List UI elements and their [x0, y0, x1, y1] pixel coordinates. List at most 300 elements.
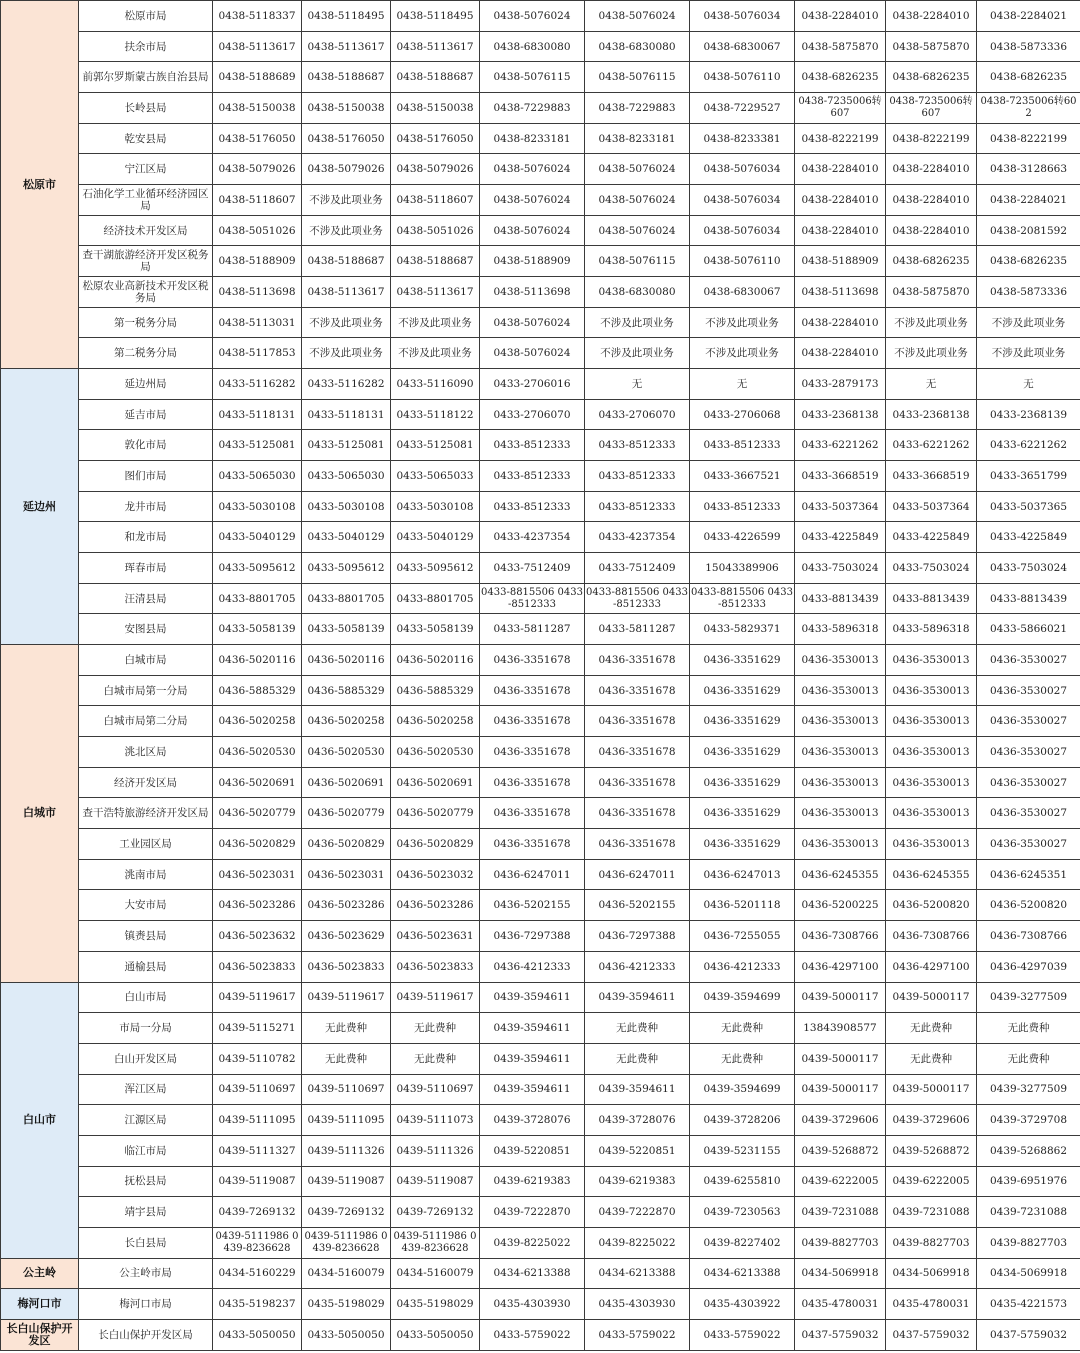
- phone-cell: 不涉及此项业务: [302, 338, 391, 369]
- bureau-name: 乾安县局: [79, 123, 213, 154]
- phone-cell: 0438-5150038: [213, 93, 302, 124]
- phone-cell: 0433-7503024: [977, 553, 1080, 584]
- phone-cell: 0439-5220851: [480, 1135, 585, 1166]
- table-row: [1, 1166, 1080, 1197]
- table-row: [1, 553, 1080, 584]
- table-row: [1, 859, 1080, 890]
- phone-cell: 0438-6830080: [480, 31, 585, 62]
- phone-cell: 0436-3530013: [886, 706, 977, 737]
- phone-cell: 0438-5076024: [480, 307, 585, 338]
- phone-cell: 0434-5069918: [886, 1258, 977, 1289]
- phone-cell: 不涉及此项业务: [585, 338, 690, 369]
- phone-cell: 0436-5020691: [302, 767, 391, 798]
- table-row: [1, 338, 1080, 369]
- phone-cell: 0436-3351678: [480, 675, 585, 706]
- phone-cell: 0438-5118495: [391, 1, 480, 32]
- phone-cell: 0438-5113031: [213, 307, 302, 338]
- phone-cell: 0433-8801705: [302, 583, 391, 614]
- table-row: [1, 307, 1080, 338]
- bureau-name: 敦化市局: [79, 430, 213, 461]
- bureau-name: 长岭县局: [79, 93, 213, 124]
- phone-cell: 0438-5176050: [302, 123, 391, 154]
- phone-cell: 0439-6219383: [585, 1166, 690, 1197]
- phone-cell: 0434-5160229: [213, 1258, 302, 1289]
- phone-cell: 无此费种: [690, 1013, 795, 1044]
- phone-cell: 0433-7503024: [795, 553, 886, 584]
- bureau-name: 扶余市局: [79, 31, 213, 62]
- phone-cell: 0433-5866021: [977, 614, 1080, 645]
- phone-cell: 0439-3729708: [977, 1105, 1080, 1136]
- phone-cell: 0439-8227402: [690, 1227, 795, 1258]
- phone-cell: 0438-5113698: [795, 277, 886, 308]
- phone-cell: 0436-3351678: [585, 829, 690, 860]
- phone-cell: 0433-2706070: [585, 399, 690, 430]
- table-row: [1, 737, 1080, 768]
- bureau-name: 汪清县局: [79, 583, 213, 614]
- phone-cell: 0439-5000117: [795, 1074, 886, 1105]
- phone-cell: 0438-6826235: [886, 246, 977, 277]
- phone-cell: 0439-7231088: [795, 1197, 886, 1228]
- phone-cell: 0436-7308766: [977, 921, 1080, 952]
- table-row: [1, 583, 1080, 614]
- phone-cell: 0438-5076034: [690, 154, 795, 185]
- phone-cell: 0439-3728206: [690, 1105, 795, 1136]
- bureau-name: 查干湖旅游经济开发区税务局: [79, 246, 213, 277]
- phone-cell: 0438-2284010: [795, 215, 886, 246]
- phone-cell: 0438-7229883: [585, 93, 690, 124]
- phone-cell: 0436-3530027: [977, 737, 1080, 768]
- phone-cell: 0433-5065030: [302, 461, 391, 492]
- phone-cell: 0439-5110697: [391, 1074, 480, 1105]
- phone-cell: 0434-5069918: [977, 1258, 1080, 1289]
- phone-cell: 0439-8225022: [480, 1227, 585, 1258]
- phone-cell: 0436-3530013: [795, 675, 886, 706]
- phone-cell: 0436-6247011: [480, 859, 585, 890]
- phone-cell: 0439-6255810: [690, 1166, 795, 1197]
- phone-cell: 0436-5201118: [690, 890, 795, 921]
- bureau-name: 临江市局: [79, 1135, 213, 1166]
- phone-cell: 0436-3351629: [690, 829, 795, 860]
- table-row: [1, 430, 1080, 461]
- phone-cell: 13843908577: [795, 1013, 886, 1044]
- phone-cell: 0433-5050050: [213, 1319, 302, 1350]
- phone-cell: 无: [585, 369, 690, 400]
- phone-cell: 0438-5150038: [391, 93, 480, 124]
- phone-cell: 0434-5160079: [302, 1258, 391, 1289]
- phone-cell: 0438-5117853: [213, 338, 302, 369]
- phone-cell: 0433-7512409: [480, 553, 585, 584]
- phone-cell: 0439-5268872: [795, 1135, 886, 1166]
- phone-cell: 0439-3594611: [585, 1074, 690, 1105]
- table-row: [1, 522, 1080, 553]
- table-row: [1, 369, 1080, 400]
- bureau-name: 松原农业高新技术开发区税务局: [79, 277, 213, 308]
- phone-cell: 0439-3594611: [585, 982, 690, 1013]
- phone-cell: 0439-5111095: [302, 1105, 391, 1136]
- phone-cell: 无: [977, 369, 1080, 400]
- region-label: 松原市: [1, 1, 79, 369]
- phone-cell: 0434-6213388: [690, 1258, 795, 1289]
- phone-cell: 0433-6221262: [886, 430, 977, 461]
- phone-cell: 0439-3594611: [480, 1074, 585, 1105]
- phone-cell: 无此费种: [585, 1043, 690, 1074]
- phone-cell: 0439-3728076: [585, 1105, 690, 1136]
- phone-cell: 0433-8512333: [480, 461, 585, 492]
- phone-cell: 0436-3530013: [886, 767, 977, 798]
- phone-cell: 0438-5076024: [480, 215, 585, 246]
- table-row: [1, 1013, 1080, 1044]
- phone-cell: 0438-5875870: [886, 277, 977, 308]
- phone-cell: 0436-5020258: [213, 706, 302, 737]
- phone-cell: 0433-2879173: [795, 369, 886, 400]
- phone-cell: 0439-5000117: [795, 982, 886, 1013]
- phone-cell: 0433-8815506 0433-8512333: [480, 583, 585, 614]
- phone-cell: 不涉及此项业务: [886, 307, 977, 338]
- phone-cell: 0435-4303930: [585, 1289, 690, 1320]
- bureau-name: 大安市局: [79, 890, 213, 921]
- table-row: [1, 798, 1080, 829]
- bureau-name: 经济技术开发区局: [79, 215, 213, 246]
- phone-cell: 0433-5040129: [213, 522, 302, 553]
- phone-cell: 0439-7269132: [391, 1197, 480, 1228]
- phone-cell: 0436-5020779: [391, 798, 480, 829]
- bureau-name: 前郭尔罗斯蒙古族自治县局: [79, 62, 213, 93]
- phone-cell: 0438-6826235: [795, 62, 886, 93]
- phone-cell: 0436-7255055: [690, 921, 795, 952]
- phone-cell: 0438-6826235: [977, 62, 1080, 93]
- phone-cell: 0436-5023286: [302, 890, 391, 921]
- phone-cell: 0433-8801705: [213, 583, 302, 614]
- phone-cell: 0436-5885329: [302, 675, 391, 706]
- phone-cell: 0439-7231088: [977, 1197, 1080, 1228]
- phone-cell: 0439-6219383: [480, 1166, 585, 1197]
- bureau-name: 洮北区局: [79, 737, 213, 768]
- phone-cell: 0433-7512409: [585, 553, 690, 584]
- phone-cell: 0438-8222199: [795, 123, 886, 154]
- phone-cell: 0438-6826235: [977, 246, 1080, 277]
- phone-cell: 0433-2706068: [690, 399, 795, 430]
- phone-cell: 0438-5113617: [302, 277, 391, 308]
- phone-cell: 0436-5020530: [302, 737, 391, 768]
- bureau-name: 延吉市局: [79, 399, 213, 430]
- region-label: 延边州: [1, 369, 79, 645]
- phone-cell: 0439-5110697: [213, 1074, 302, 1105]
- region-label: 公主岭: [1, 1258, 79, 1289]
- bureau-name: 白城市局: [79, 645, 213, 676]
- phone-cell: 0438-2284010: [886, 1, 977, 32]
- phone-cell: 0436-5200820: [886, 890, 977, 921]
- phone-cell: 0433-5118131: [213, 399, 302, 430]
- phone-cell: 0433-8512333: [480, 430, 585, 461]
- phone-cell: 0438-7235006转607: [886, 93, 977, 124]
- phone-cell: 0436-6245351: [977, 859, 1080, 890]
- phone-cell: 0438-6830080: [585, 277, 690, 308]
- phone-cell: 无此费种: [391, 1013, 480, 1044]
- phone-cell: 0436-6247011: [585, 859, 690, 890]
- phone-cell: 0436-5023032: [391, 859, 480, 890]
- phone-cell: 0433-2706016: [480, 369, 585, 400]
- phone-cell: 0433-8813439: [977, 583, 1080, 614]
- phone-cell: 0439-3729606: [795, 1105, 886, 1136]
- phone-cell: 0436-3351678: [480, 798, 585, 829]
- phone-cell: 0438-5150038: [302, 93, 391, 124]
- phone-cell: 0438-5873336: [977, 31, 1080, 62]
- phone-cell: 0436-6245355: [886, 859, 977, 890]
- phone-cell: 0438-2284010: [795, 338, 886, 369]
- phone-cell: 0439-3594611: [480, 982, 585, 1013]
- phone-cell: 0433-8813439: [795, 583, 886, 614]
- phone-cell: 0438-5875870: [795, 31, 886, 62]
- phone-cell: 0438-2284010: [886, 154, 977, 185]
- phone-cell: 无此费种: [886, 1043, 977, 1074]
- phone-cell: 15043389906: [690, 553, 795, 584]
- phone-cell: 0436-6247013: [690, 859, 795, 890]
- phone-cell: 0438-5188687: [302, 246, 391, 277]
- phone-cell: 0436-5023833: [213, 951, 302, 982]
- bureau-name: 工业园区局: [79, 829, 213, 860]
- phone-cell: 0433-5030108: [213, 491, 302, 522]
- phone-cell: 0436-5020829: [302, 829, 391, 860]
- phone-cell: 0438-5176050: [391, 123, 480, 154]
- table-row: [1, 951, 1080, 982]
- bureau-name: 第一税务分局: [79, 307, 213, 338]
- phone-cell: 0436-3351678: [585, 767, 690, 798]
- phone-cell: 0436-3351678: [585, 798, 690, 829]
- phone-cell: 0436-3530013: [795, 798, 886, 829]
- phone-cell: 0436-5020258: [391, 706, 480, 737]
- table-row: [1, 921, 1080, 952]
- phone-cell: 0436-3530013: [795, 767, 886, 798]
- table-row: [1, 31, 1080, 62]
- phone-cell: 0433-8512333: [480, 491, 585, 522]
- phone-cell: 0435-5198029: [302, 1289, 391, 1320]
- phone-cell: 0438-5076024: [585, 154, 690, 185]
- phone-cell: 0438-5076024: [585, 215, 690, 246]
- phone-cell: 0439-5000117: [886, 1074, 977, 1105]
- phone-cell: 0436-5020779: [302, 798, 391, 829]
- phone-cell: 0436-5020530: [391, 737, 480, 768]
- phone-cell: 0438-2284010: [886, 215, 977, 246]
- phone-cell: 0436-3530013: [886, 798, 977, 829]
- bureau-name: 查干浩特旅游经济开发区局: [79, 798, 213, 829]
- table-row: [1, 93, 1080, 124]
- phone-cell: 0439-5268872: [886, 1135, 977, 1166]
- region-label: 白城市: [1, 645, 79, 982]
- phone-cell: 0436-5020829: [213, 829, 302, 860]
- phone-cell: 不涉及此项业务: [690, 307, 795, 338]
- phone-cell: 0433-5095612: [391, 553, 480, 584]
- phone-cell: 0436-5202155: [585, 890, 690, 921]
- phone-cell: 0433-4237354: [585, 522, 690, 553]
- phone-cell: 0433-3651799: [977, 461, 1080, 492]
- phone-cell: 0438-5188687: [302, 62, 391, 93]
- phone-cell: 0438-5076024: [480, 154, 585, 185]
- phone-cell: 0439-6222005: [886, 1166, 977, 1197]
- phone-cell: 0433-5811287: [585, 614, 690, 645]
- phone-cell: 0439-8827703: [886, 1227, 977, 1258]
- phone-cell: 0433-5759022: [690, 1319, 795, 1350]
- table-row: [1, 1105, 1080, 1136]
- table-row: [1, 675, 1080, 706]
- phone-cell: 0437-5759032: [977, 1319, 1080, 1350]
- phone-cell: 0433-8801705: [391, 583, 480, 614]
- phone-cell: 0433-5065033: [391, 461, 480, 492]
- bureau-name: 安图县局: [79, 614, 213, 645]
- phone-cell: 0438-5118337: [213, 1, 302, 32]
- table-row: [1, 614, 1080, 645]
- phone-cell: 0438-5188909: [795, 246, 886, 277]
- table-row: [1, 1074, 1080, 1105]
- bureau-name: 镇赉县局: [79, 921, 213, 952]
- bureau-name: 石油化学工业循环经济园区局: [79, 185, 213, 216]
- phone-cell: 0436-4297100: [886, 951, 977, 982]
- phone-cell: 0436-3351678: [480, 767, 585, 798]
- phone-cell: 0438-5188687: [391, 246, 480, 277]
- phone-cell: 0433-8815506 0433-8512333: [585, 583, 690, 614]
- phone-cell: 0436-5020530: [213, 737, 302, 768]
- phone-cell: 0436-3530013: [795, 829, 886, 860]
- phone-cell: 0438-5076024: [480, 338, 585, 369]
- phone-cell: 0438-5113617: [213, 31, 302, 62]
- phone-cell: 0439-5111986 0439-8236628: [302, 1227, 391, 1258]
- phone-cell: 0438-5118607: [213, 185, 302, 216]
- phone-cell: 0436-5023031: [213, 859, 302, 890]
- phone-cell: 0438-5076110: [690, 246, 795, 277]
- phone-cell: 0436-3530013: [886, 675, 977, 706]
- phone-cell: 0438-5076115: [480, 62, 585, 93]
- table-row: [1, 1258, 1080, 1289]
- phone-cell: 0439-5111073: [391, 1105, 480, 1136]
- phone-cell: 0436-3530013: [795, 737, 886, 768]
- phone-cell: 0439-5000117: [886, 982, 977, 1013]
- phone-cell: 0435-5198237: [213, 1289, 302, 1320]
- phone-cell: 0438-2284021: [977, 185, 1080, 216]
- phone-cell: 0436-5202155: [480, 890, 585, 921]
- phone-cell: 0438-5113617: [391, 31, 480, 62]
- bureau-name: 和龙市局: [79, 522, 213, 553]
- phone-cell: 0435-4303922: [690, 1289, 795, 1320]
- phone-cell: 0435-5198029: [391, 1289, 480, 1320]
- phone-cell: 无: [690, 369, 795, 400]
- bureau-name: 江源区局: [79, 1105, 213, 1136]
- phone-cell: 0438-5079026: [302, 154, 391, 185]
- phone-cell: 0439-5119617: [391, 982, 480, 1013]
- bureau-name: 洮南市局: [79, 859, 213, 890]
- phone-cell: 0439-8827703: [795, 1227, 886, 1258]
- phone-cell: 0438-8233181: [480, 123, 585, 154]
- phone-cell: 0439-3594611: [480, 1013, 585, 1044]
- phone-cell: 0437-5759032: [886, 1319, 977, 1350]
- phone-cell: 0438-5051026: [213, 215, 302, 246]
- phone-cell: 0433-5116282: [302, 369, 391, 400]
- phone-cell: 0436-3530013: [886, 737, 977, 768]
- phone-cell: 0439-5000117: [795, 1043, 886, 1074]
- phone-cell: 0436-5020258: [302, 706, 391, 737]
- bureau-name: 市局一分局: [79, 1013, 213, 1044]
- phone-cell: 0439-7222870: [585, 1197, 690, 1228]
- phone-cell: 0436-3351678: [585, 645, 690, 676]
- phone-cell: 0438-5188909: [480, 246, 585, 277]
- phone-cell: 0439-5119617: [302, 982, 391, 1013]
- phone-cell: 0439-7222870: [480, 1197, 585, 1228]
- table-row: [1, 1197, 1080, 1228]
- table-row: [1, 123, 1080, 154]
- bureau-name: 抚松县局: [79, 1166, 213, 1197]
- phone-cell: 0436-3351678: [585, 737, 690, 768]
- phone-cell: 0436-7297388: [480, 921, 585, 952]
- phone-cell: 0433-5030108: [302, 491, 391, 522]
- phone-cell: 0433-8512333: [585, 430, 690, 461]
- phone-cell: 0438-8233181: [585, 123, 690, 154]
- phone-cell: 0439-3594699: [690, 1074, 795, 1105]
- phone-cell: 0438-5188909: [213, 246, 302, 277]
- table-row: [1, 1227, 1080, 1258]
- phone-cell: 0436-5023631: [391, 921, 480, 952]
- phone-cell: 0436-3530027: [977, 798, 1080, 829]
- phone-cell: 0436-4297100: [795, 951, 886, 982]
- phone-cell: 0433-2368138: [886, 399, 977, 430]
- phone-cell: 0439-5111326: [302, 1135, 391, 1166]
- bureau-name: 白山开发区局: [79, 1043, 213, 1074]
- bureau-name: 宁江区局: [79, 154, 213, 185]
- phone-cell: 0436-5020116: [213, 645, 302, 676]
- phone-cell: 0436-5023833: [391, 951, 480, 982]
- phone-cell: 0438-5113617: [302, 31, 391, 62]
- table-row: [1, 1289, 1080, 1320]
- phone-cell: 0436-3351678: [480, 645, 585, 676]
- phone-cell: 0438-6830080: [585, 31, 690, 62]
- phone-cell: 0433-5125081: [213, 430, 302, 461]
- phone-cell: 0436-4212333: [690, 951, 795, 982]
- phone-cell: 0439-3728076: [480, 1105, 585, 1136]
- table-row: [1, 399, 1080, 430]
- phone-cell: 0438-8233381: [690, 123, 795, 154]
- phone-cell: 0438-5076024: [480, 185, 585, 216]
- phone-cell: 0438-5076024: [585, 185, 690, 216]
- bureau-name: 白城市局第二分局: [79, 706, 213, 737]
- phone-cell: 0436-3530027: [977, 675, 1080, 706]
- phone-cell: 不涉及此项业务: [302, 215, 391, 246]
- region-label: 长白山保护开发区: [1, 1319, 79, 1350]
- phone-cell: 0433-8512333: [585, 461, 690, 492]
- phone-cell: 0436-5020779: [213, 798, 302, 829]
- phone-cell: 0436-5023031: [302, 859, 391, 890]
- phone-cell: 0433-5065030: [213, 461, 302, 492]
- phone-cell: 0433-5118122: [391, 399, 480, 430]
- phone-cell: 不涉及此项业务: [977, 307, 1080, 338]
- phone-cell: 不涉及此项业务: [391, 307, 480, 338]
- table-row: [1, 1043, 1080, 1074]
- phone-cell: 0433-8512333: [585, 491, 690, 522]
- phone-cell: 0433-8815506 0433-8512333: [690, 583, 795, 614]
- phone-cell: 0439-7269132: [213, 1197, 302, 1228]
- phone-cell: 0436-5023629: [302, 921, 391, 952]
- phone-cell: 0439-5268862: [977, 1135, 1080, 1166]
- phone-cell: 不涉及此项业务: [585, 307, 690, 338]
- phone-cell: 0438-5176050: [213, 123, 302, 154]
- phone-cell: 无此费种: [886, 1013, 977, 1044]
- phone-cell: 0436-3530013: [886, 645, 977, 676]
- bureau-name: 延边州局: [79, 369, 213, 400]
- phone-cell: 0438-7235006转607: [795, 93, 886, 124]
- phone-cell: 0439-5220851: [585, 1135, 690, 1166]
- table-row: [1, 461, 1080, 492]
- phone-cell: 0438-7235006转602: [977, 93, 1080, 124]
- phone-cell: 无此费种: [585, 1013, 690, 1044]
- bureau-name: 公主岭市局: [79, 1258, 213, 1289]
- phone-cell: 0433-6221262: [795, 430, 886, 461]
- phone-cell: 0439-5119087: [302, 1166, 391, 1197]
